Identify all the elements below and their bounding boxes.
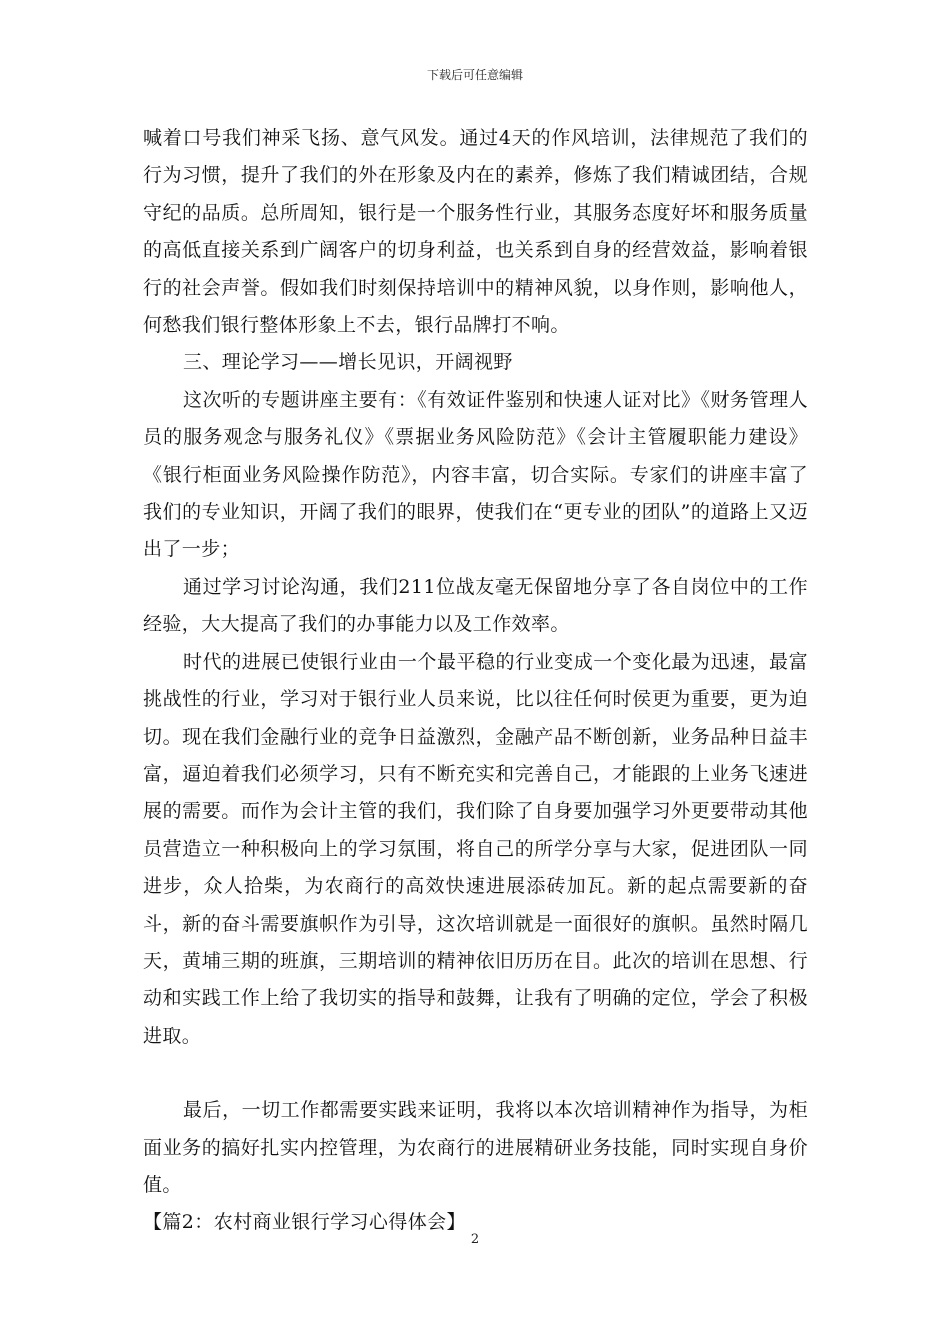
next-article-title: 【篇2：农村商业银行学习心得体会】 <box>143 1211 466 1234</box>
paragraph-discussion: 通过学习讨论沟通，我们211位战友毫无保留地分享了各自岗位中的工作经验，大大提高了我们的办事能力以及工作效率。 <box>143 575 808 636</box>
page-number: 2 <box>470 1232 480 1247</box>
paragraph-lectures: 这次听的专题讲座主要有：《有效证件鉴别和快速人证对比》《财务管理人员的服务观念与服务礼仪》《票据业务风险防范》《会计主管履职能力建设》《银行柜面业务风险操作防范》，内容丰富，切合实际。专家们的讲座丰富了我们的专业知识，开阔了我们的眼界，使我们在“更专业的团队”的道路上又迈出了一步； <box>143 388 808 561</box>
paragraph-learning-importance: 时代的进展已使银行业由一个最平稳的行业变成一个变化最为迅速，最富挑战性的行业，学习对于银行业人员来说，比以往任何时侯更为重要，更为迫切。现在我们金融行业的竞争日益激烈，金融产品不断创新，业务品种日益丰富，逼迫着我们必须学习，只有不断充实和完善自己，才能跟的上业务飞速进展的需要。而作为会计主管的我们，我们除了自身要加强学习外更要带动其他员营造立一种积极向上的学习氛围，将自己的所学分享与大家，促进团队一同进步，众人拾柴，为农商行的高效快速进展添砖加瓦。新的起点需要新的奋斗，新的奋斗需要旗帜作为引导，这次培训就是一面很好的旗帜。虽然时隔几天，黄埔三期的班旗，三期培训的精神依旧历历在目。此次的培训在思想、行动和实践工作上给了我切实的指导和鼓舞，让我有了明确的定位，学会了积极进取。 <box>143 650 808 1047</box>
paragraph-training-discipline: 喊着口号我们神采飞扬、意气风发。通过4天的作风培训，法律规范了我们的行为习惯，提升了我们的外在形象及内在的素养，修炼了我们精诚团结，合规守纪的品质。总所周知，银行是一个服务性行业，其服务态度好坏和服务质量的高低直接关系到广阔客户的切身利益，也关系到自身的经营效益，影响着银行的社会声誉。假如我们时刻保持培训中的精神风貌，以身作则，影响他人，何愁我们银行整体形象上不去，银行品牌打不响。 <box>143 127 808 337</box>
paragraph-spacer <box>143 1055 808 1092</box>
section-heading-theory-study: 三、理论学习——增长见识，开阔视野 <box>183 351 513 374</box>
paragraph-conclusion: 最后，一切工作都需要实践来证明，我将以本次培训精神作为指导，为柜面业务的搞好扎实内控管理，为农商行的进展精研业务技能，同时实现自身价值。 <box>143 1099 808 1196</box>
document-body <box>143 120 808 1242</box>
page-header: 下载后可任意编辑 <box>426 68 523 82</box>
